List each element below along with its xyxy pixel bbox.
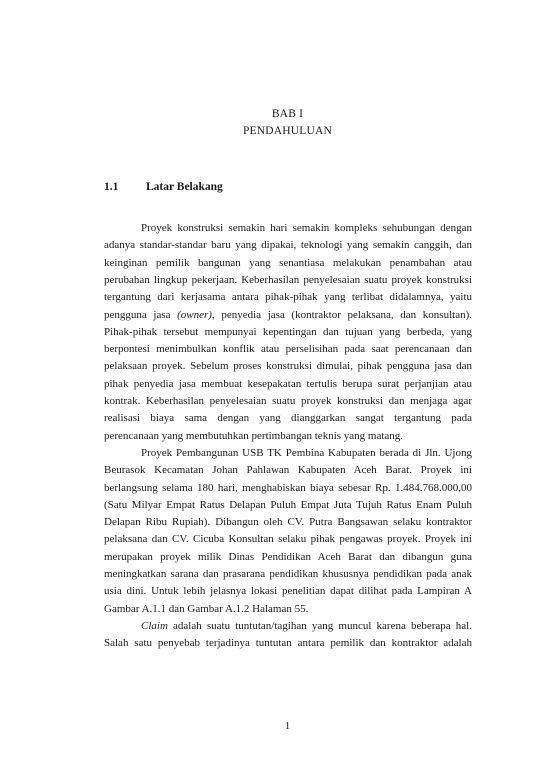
body-line: keinginan pemilik bangunan yang senantiasa melakukan penambahan atau	[104, 256, 472, 269]
section-heading	[104, 181, 223, 193]
body-line: usia dini. Untuk lebih jelasnya lokasi penelitian dapat dilihat pada Lampiran A	[104, 585, 472, 598]
body-line: pengguna jasa (owner), penyedia jasa (kontraktor pelaksana, dan konsultan).	[104, 308, 472, 321]
body-line: tergantung dari kerjasama antara pihak-pihak yang terlibat didalamnya, yaitu	[104, 291, 472, 304]
body-line: Proyek Pembangunan USB TK Pembina Kabupaten berada di Jln. Ujong	[141, 446, 472, 459]
body-line: adanya standar-standar baru yang dipakai, teknologi yang semakin canggih, dan	[104, 239, 472, 252]
body-line: merupakan proyek milik Dinas Pendidikan Aceh Barat dan dibangun guna	[104, 550, 472, 563]
section-title: Latar Belakang	[146, 181, 223, 193]
body-line: kontrak. Keberhasilan penyelesaian suatu proyek konstruksi dan menjaga agar	[104, 395, 472, 407]
body-line: pelaksana dan CV. Cicuba Konsultan selaku pihak pengawas proyek. Proyek ini	[104, 533, 472, 546]
body-line: Gambar A.1.1 dan Gambar A.1.2 Halaman 55.	[104, 602, 309, 615]
page-number: 1	[284, 720, 291, 732]
body-line: Beurasok Kecamatan Johan Pahlawan Kabupaten Aceh Barat. Proyek ini	[104, 464, 472, 477]
emphasis-text: Claim	[141, 619, 168, 632]
body-line: realisasi biaya sama dengan yang dianggarkan sangat tergantung pada	[104, 412, 472, 425]
body-line: meningkatkan sarana dan prasarana pendidikan khususnya pendidikan pada anak	[104, 568, 472, 580]
chapter-label: BAB I	[271, 108, 304, 120]
emphasis-text: (owner)	[177, 308, 212, 321]
body-line: pelaksaan proyek. Sebelum proses konstruksi dimulai, pihak pengguna jasa dan	[104, 360, 472, 373]
body-line: berlangsung selama 180 hari, menghabiskan biaya sebesar Rp. 1.484.768.000,00	[104, 481, 472, 494]
body-line: Pihak-pihak tersebut mempunyai kepentingan dan tujuan yang berbeda, yang	[104, 325, 472, 338]
body-line: Salah satu penyebab terjadinya tuntutan antara pemilik dan kontraktor adalah	[104, 637, 472, 650]
body-line: pihak penyedia jasa membuat kesepakatan tertulis berupa surat perjanjian atau	[104, 377, 472, 390]
chapter-title: PENDAHULUAN	[242, 125, 333, 137]
body-line: perencanaan yang membutuhkan pertimbangan teknis yang matang.	[104, 429, 404, 442]
body-line: berpontesi menimbulkan konflik atau perselisihan pada saat perencanaan dan	[104, 343, 472, 356]
body-line: Claim adalah suatu tuntutan/tagihan yang muncul karena beberapa hal.	[141, 619, 472, 632]
body-line: Delapan Ribu Rupiah). Dibangun oleh CV. Putra Bangsawan selaku kontraktor	[104, 516, 472, 529]
body-line: perubahan lingkup pekerjaan. Keberhasilan penyelesaian suatu proyek konstruksi	[104, 273, 472, 286]
body-line: (Satu Milyar Empat Ratus Delapan Puluh Empat Juta Tujuh Ratus Enam Puluh	[104, 498, 472, 511]
body-line: Proyek konstruksi semakin hari semakin kompleks sehubungan dengan	[141, 222, 472, 234]
section-number: 1.1	[104, 181, 119, 193]
